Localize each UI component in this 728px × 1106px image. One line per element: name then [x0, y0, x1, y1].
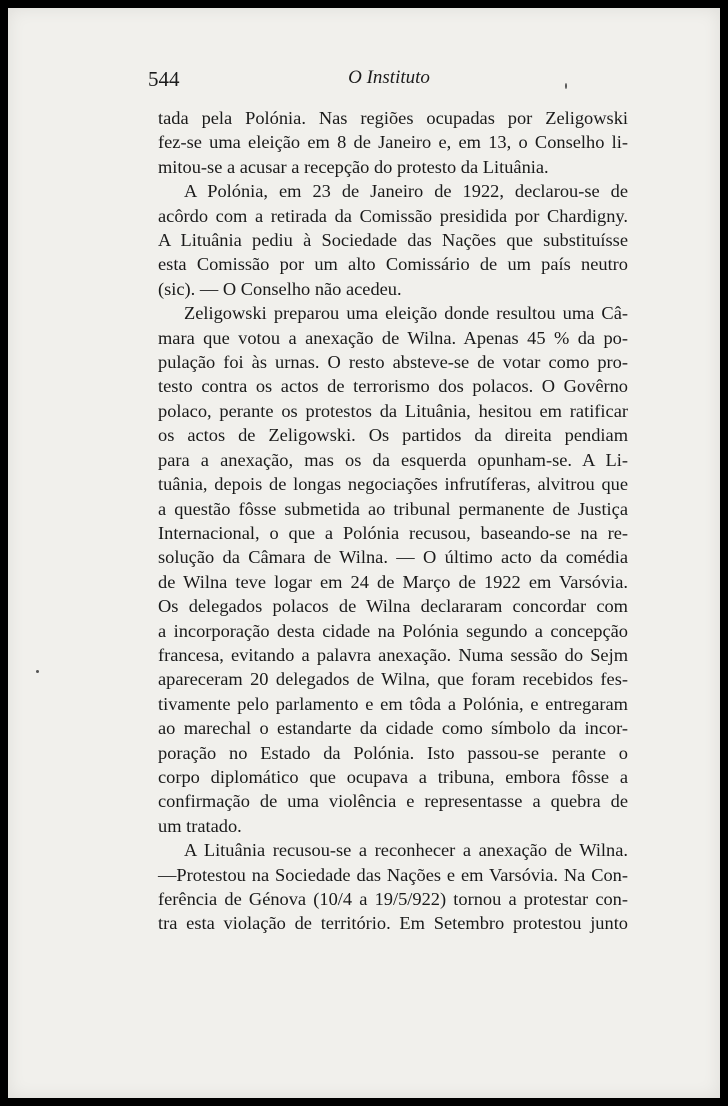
paragraph-1 — [158, 106, 628, 179]
text-line: (sic). — O Conselho não acedeu. — [158, 278, 402, 299]
text-line: A Lituânia recusou-se a reconhecer a anexação de Wilna. — [184, 840, 628, 861]
paragraph-4 — [158, 838, 628, 936]
paper-speck — [36, 670, 39, 673]
text-line: francesa, evitando a palavra anexação. Numa sessão do Sejm — [158, 644, 628, 665]
page-header — [148, 67, 630, 97]
running-title: O Instituto — [348, 67, 430, 88]
text-line: A Lituânia pediu à Sociedade das Nações que substituísse — [158, 230, 628, 251]
text-line: ferência de Génova (10/4 a 19/5/922) tornou a protestar con- — [158, 889, 628, 909]
text-line: apareceram 20 delegados de Wilna, que foram recebidos fes- — [158, 669, 628, 690]
text-line: para a anexação, mas os da esquerda opunham-se. A Li- — [158, 449, 628, 470]
text-line: de Wilna teve logar em 24 de Março de 1922 em Varsóvia. — [158, 571, 628, 592]
body-text — [158, 106, 628, 936]
text-line: poração no Estado da Polónia. Isto passou-se perante o — [158, 742, 628, 763]
text-line: tuânia, depois de longas negociações infrutíferas, alvitrou que — [158, 474, 628, 495]
page-number: 544 — [148, 67, 180, 91]
text-line: polaco, perante os protestos da Lituânia, hesitou em ratificar — [158, 400, 628, 421]
paragraph-3 — [158, 301, 628, 838]
book-page — [8, 8, 720, 1098]
text-line: mitou-se a acusar a recepção do protesto da Lituânia. — [158, 156, 549, 177]
text-line: ao marechal o estandarte da cidade como símbolo da incor- — [158, 718, 628, 739]
text-line: Os delegados polacos de Wilna declararam concordar com — [158, 596, 628, 617]
text-line: esta Comissão por um alto Comissário de um país neutro — [158, 254, 628, 275]
text-line: tra esta violação de território. Em Setembro protestou junto — [158, 913, 628, 934]
text-line: acôrdo com a retirada da Comissão presidida por Chardigny. — [158, 205, 628, 226]
text-line: um tratado. — [158, 815, 242, 836]
text-line: mara que votou a anexação de Wilna. Apenas 45 % da po- — [158, 327, 628, 348]
text-line: confirmação de uma violência e representasse a quebra de — [158, 791, 628, 812]
text-line: solução da Câmara de Wilna. — O último acto da comédia — [158, 547, 628, 568]
text-line: —Protestou na Sociedade das Nações e em Varsóvia. Na Con- — [158, 864, 628, 885]
text-line: Zeligowski preparou uma eleição donde resultou uma Câ- — [184, 303, 628, 324]
text-line: testo contra os actos de terrorismo dos polacos. O Govêrno — [158, 376, 628, 397]
text-line: a questão fôsse submetida ao tribunal permanente de Justiça — [158, 498, 628, 519]
text-line: pulação foi às urnas. O resto absteve-se de votar como pro- — [158, 352, 628, 373]
paragraph-2 — [158, 179, 628, 301]
text-line: os actos de Zeligowski. Os partidos da direita pendiam — [158, 425, 628, 446]
text-line: corpo diplomático que ocupava a tribuna, embora fôsse a — [158, 766, 628, 787]
text-line: fez-se uma eleição em 8 de Janeiro e, em 13, o Conselho li- — [158, 132, 628, 153]
text-line: Internacional, o que a Polónia recusou, baseando-se na re- — [158, 522, 628, 543]
paper-speck — [565, 83, 567, 89]
text-line: a incorporação desta cidade na Polónia segundo a concepção — [158, 620, 628, 641]
text-line: tada pela Polónia. Nas regiões ocupadas por Zeligowski — [158, 108, 628, 128]
text-line: A Polónia, em 23 de Janeiro de 1922, declarou-se de — [184, 181, 628, 202]
text-line: tivamente pelo parlamento e em tôda a Polónia, e entregaram — [158, 693, 628, 714]
